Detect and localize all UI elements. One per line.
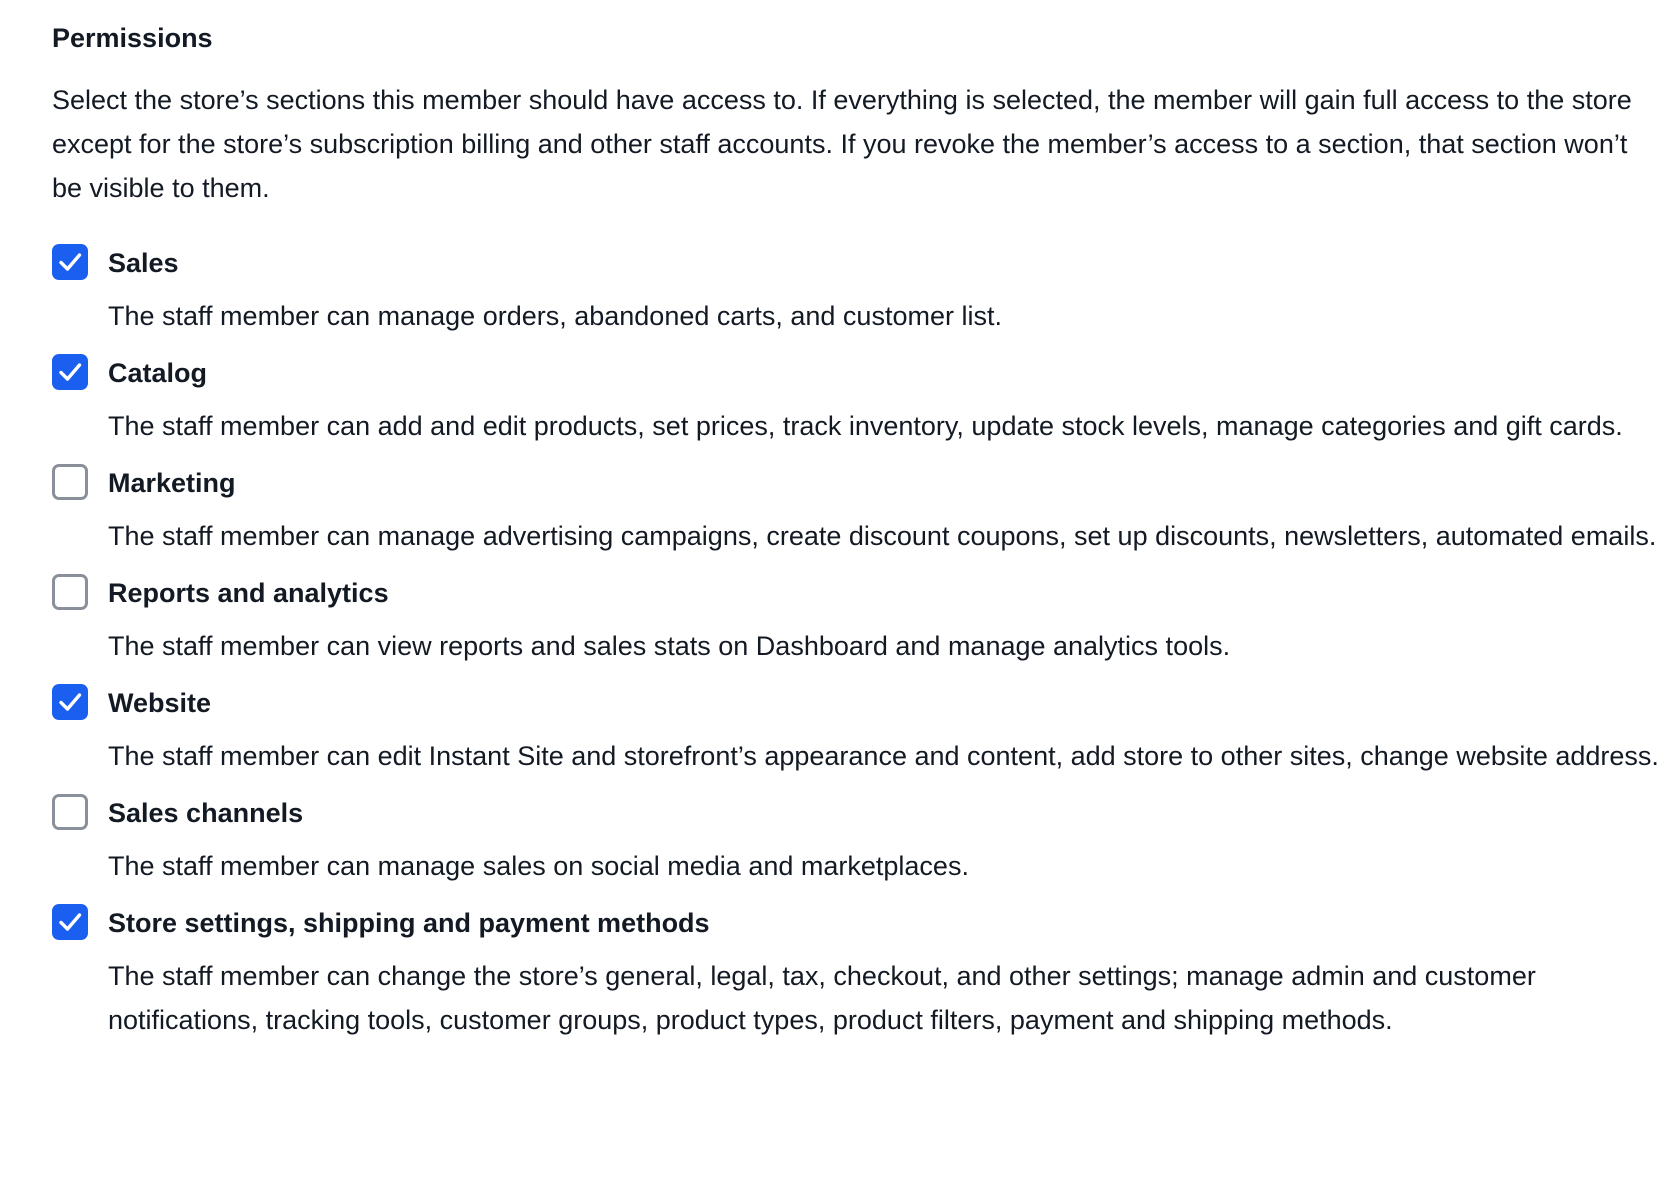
marketing-checkbox[interactable] — [52, 464, 88, 500]
permissions-description: Select the store’s sections this member should have access to. If everything is selected, the member will gain full access to the store except for the store’s subscription billing and other staff accounts. If you revoke the member’s access to a section, that section won’t be visible to them. — [52, 85, 1632, 203]
sales-description: The staff member can manage orders, abandoned carts, and customer list. — [108, 301, 1002, 331]
permission-sales-channels — [52, 790, 1662, 888]
reports-and-analytics-checkbox[interactable] — [52, 574, 88, 610]
reports-and-analytics-description: The staff member can view reports and sales stats on Dashboard and manage analytics tools. — [108, 631, 1231, 661]
catalog-label[interactable]: Catalog — [108, 358, 208, 388]
checkmark-icon — [52, 684, 88, 720]
store-settings-label[interactable]: Store settings, shipping and payment methods — [108, 908, 710, 938]
permission-catalog — [52, 350, 1662, 448]
permission-reports-and-analytics — [52, 570, 1662, 668]
page-title: Permissions — [52, 23, 213, 53]
permissions-list — [52, 240, 1662, 1054]
checkmark-icon — [52, 904, 88, 940]
marketing-label[interactable]: Marketing — [108, 468, 236, 498]
sales-channels-checkbox[interactable] — [52, 794, 88, 830]
reports-and-analytics-label[interactable]: Reports and analytics — [108, 578, 389, 608]
permission-marketing — [52, 460, 1662, 558]
catalog-description: The staff member can add and edit products, set prices, track inventory, update stock levels, manage categories and gift cards. — [108, 411, 1623, 441]
checkmark-icon — [52, 354, 88, 390]
website-checkbox[interactable] — [52, 684, 88, 720]
store-settings-description: The staff member can change the store’s general, legal, tax, checkout, and other settings; manage admin and customer notifications, tracking tools, customer groups, product types, product filters, payment and shipping methods. — [108, 961, 1536, 1035]
sales-checkbox[interactable] — [52, 244, 88, 280]
permission-website — [52, 680, 1662, 778]
website-description: The staff member can edit Instant Site and storefront’s appearance and content, add store to other sites, change website address. — [108, 741, 1659, 771]
catalog-checkbox[interactable] — [52, 354, 88, 390]
marketing-description: The staff member can manage advertising campaigns, create discount coupons, set up discounts, newsletters, automated emails. — [108, 521, 1657, 551]
checkmark-icon — [52, 244, 88, 280]
website-label[interactable]: Website — [108, 688, 212, 718]
sales-channels-description: The staff member can manage sales on social media and marketplaces. — [108, 851, 969, 881]
store-settings-checkbox[interactable] — [52, 904, 88, 940]
permission-sales — [52, 240, 1662, 338]
permission-store-settings — [52, 900, 1662, 1042]
sales-channels-label[interactable]: Sales channels — [108, 798, 304, 828]
sales-label[interactable]: Sales — [108, 248, 179, 278]
